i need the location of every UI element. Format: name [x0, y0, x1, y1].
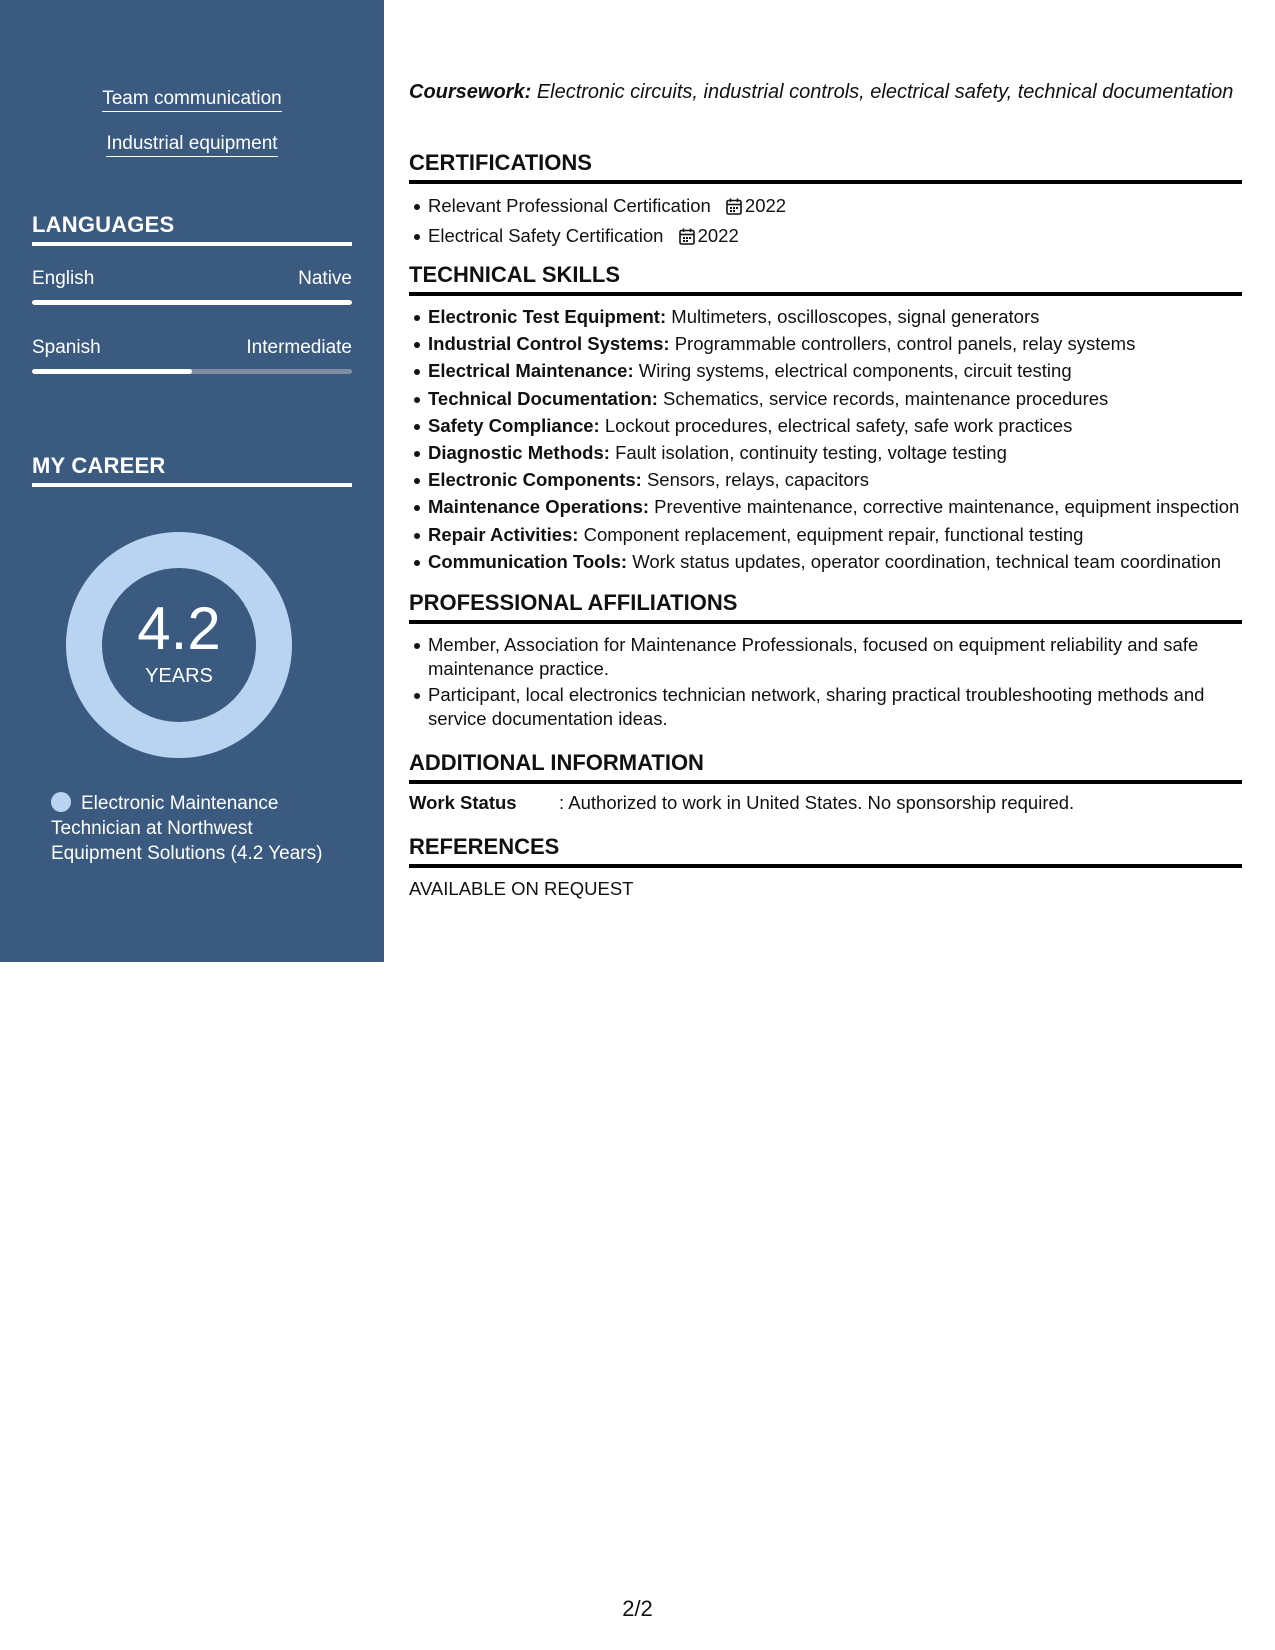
career-years-unit: YEARS	[145, 664, 213, 687]
affiliations-heading: PROFESSIONAL AFFILIATIONS	[409, 590, 1242, 624]
skill-list-item	[428, 305, 1244, 329]
affiliations-list	[409, 633, 1244, 733]
skill-text: Multimeters, oscilloscopes, signal generators	[671, 306, 1040, 327]
skill-label: Technical Documentation:	[428, 387, 658, 409]
skill-list-item	[428, 523, 1244, 547]
career-heading: MY CAREER	[32, 453, 352, 487]
career-entry-text: Electronic Maintenance Technician at Northwest Equipment Solutions (4.2 Years)	[51, 793, 323, 864]
career-years-value: 4.2	[137, 594, 221, 662]
skill-label: Electrical Maintenance:	[428, 360, 634, 382]
certification-name: Relevant Professional Certification	[428, 195, 711, 216]
language-level: Native	[298, 268, 352, 289]
certification-year: 2022	[744, 195, 787, 216]
career-dot-icon	[51, 792, 71, 812]
languages-heading: LANGUAGES	[32, 212, 352, 246]
skill-text: Wiring systems, electrical components, circuit testing	[638, 360, 1072, 382]
language-level: Intermediate	[246, 337, 352, 358]
skill-label: Repair Activities:	[428, 523, 579, 545]
certification-item	[428, 224, 1244, 251]
skill-list-item	[428, 387, 1244, 411]
additional-info-heading: ADDITIONAL INFORMATION	[409, 750, 1242, 784]
skill-list-item	[428, 414, 1244, 438]
calendar-icon	[679, 227, 695, 251]
skill-label: Communication Tools:	[428, 550, 628, 572]
skill-label[interactable]: Team communication	[102, 88, 282, 112]
skill-list-item	[428, 332, 1244, 356]
language-name: English	[32, 268, 95, 289]
affiliation-item: Member, Association for Maintenance Professionals, focused on equipment reliability and safe maintenance practice.	[428, 633, 1244, 681]
skill-text: Preventive maintenance, corrective maintenance, equipment inspection	[654, 496, 1240, 518]
skill-label[interactable]: Industrial equipment	[106, 133, 277, 157]
language-row	[32, 268, 352, 290]
language-name: Spanish	[32, 337, 101, 358]
skill-item[interactable]	[0, 133, 384, 157]
technical-skills-list	[409, 305, 1244, 577]
skill-list-item	[428, 441, 1244, 465]
language-proficiency-bar	[32, 300, 352, 305]
skill-item[interactable]	[0, 88, 384, 112]
work-status-label: Work Status	[409, 792, 517, 813]
certification-name: Electrical Safety Certification	[428, 225, 664, 246]
language-proficiency-bar	[32, 369, 352, 374]
skill-label: Industrial Control Systems:	[428, 333, 670, 355]
skill-list-item	[428, 359, 1244, 383]
calendar-icon	[726, 197, 742, 221]
coursework-text: Electronic circuits, industrial controls, electrical safety, technical documentation	[536, 81, 1234, 103]
skill-text: Lockout procedures, electrical safety, safe work practices	[604, 414, 1073, 436]
skill-text: Sensors, relays, capacitors	[646, 469, 870, 491]
language-row	[32, 337, 352, 359]
career-entry	[51, 791, 331, 866]
certifications-list	[409, 194, 1244, 254]
work-status-row	[409, 792, 1244, 814]
coursework	[409, 80, 1244, 104]
certification-item	[428, 194, 1244, 221]
skill-text: Schematics, service records, maintenance procedures	[663, 387, 1109, 409]
skill-label: Diagnostic Methods:	[428, 441, 610, 463]
references-heading: REFERENCES	[409, 834, 1242, 868]
certifications-heading: CERTIFICATIONS	[409, 150, 1242, 184]
skill-list-item	[428, 550, 1244, 574]
sidebar	[0, 0, 384, 962]
career-years-donut	[66, 532, 292, 758]
coursework-label: Coursework:	[409, 81, 532, 103]
references-text: AVAILABLE ON REQUEST	[409, 878, 634, 899]
skill-text: Programmable controllers, control panels, relay systems	[674, 333, 1136, 355]
skill-list-item	[428, 468, 1244, 492]
affiliation-item: Participant, local electronics technician network, sharing practical troubleshooting methods and service documentation ideas.	[428, 683, 1244, 731]
skill-label: Safety Compliance:	[428, 414, 600, 436]
skill-list-item	[428, 495, 1244, 519]
work-status-value: : Authorized to work in United States. No sponsorship required.	[559, 792, 1075, 813]
skill-label: Maintenance Operations:	[428, 496, 650, 518]
language-proficiency-fill	[32, 300, 352, 305]
skill-label: Electronic Components:	[428, 469, 642, 491]
skill-text: Fault isolation, continuity testing, voltage testing	[615, 441, 1007, 463]
certification-year: 2022	[697, 225, 739, 246]
page-number: 2/2	[622, 1596, 653, 1621]
skill-label: Electronic Test Equipment:	[428, 306, 667, 327]
skill-text: Work status updates, operator coordination, technical team coordination	[632, 550, 1222, 572]
skill-text: Component replacement, equipment repair, functional testing	[583, 523, 1084, 545]
technical-skills-heading: TECHNICAL SKILLS	[409, 262, 1242, 296]
language-proficiency-fill	[32, 369, 192, 374]
donut-label	[66, 532, 292, 758]
